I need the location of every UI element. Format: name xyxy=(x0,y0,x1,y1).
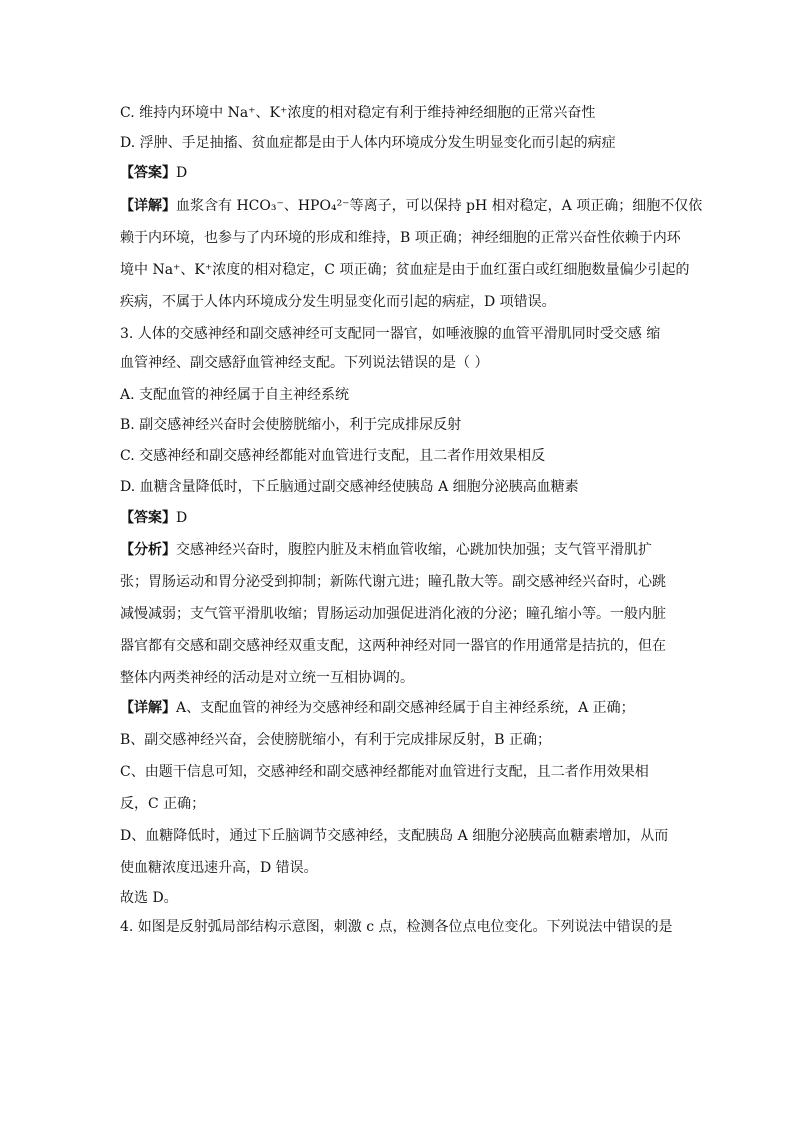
analysis-line: 减慢减弱；支气管平滑肌收缩；胃肠运动加强促进消化液的分泌；瞳孔缩小等。一般内脏 xyxy=(120,606,666,622)
option-line: A. 支配血管的神经属于自主神经系统 xyxy=(120,387,350,403)
option-line: C. 交感神经和副交感神经都能对血管进行支配，且二者作用效果相反 xyxy=(120,448,546,464)
explanation-text: A、支配血管的神经为交感神经和副交感神经属于自主神经系统，A 正确； xyxy=(176,700,635,716)
explanation-line: B、副交感神经兴奋，会使膀胱缩小，有利于完成排尿反射，B 正确； xyxy=(120,732,552,748)
explanation-line: 使血糖浓度迅速升高，D 错误。 xyxy=(120,860,318,876)
explanation-line: C、由题干信息可知，交感神经和副交感神经都能对血管进行支配，且二者作用效果相 xyxy=(120,764,649,780)
explanation-line: 疾病，不属于人体内环境成分发生明显变化而引起的病症，D 项错误。 xyxy=(120,294,556,310)
option-line: C. 维持内环境中 Na⁺、K⁺浓度的相对稳定有利于维持神经细胞的正常兴奋性 xyxy=(120,105,596,121)
question-stem: 血管神经、副交感舒血管神经支配。下列说法错误的是（ ） xyxy=(120,355,489,371)
conclusion-line: 故选 D。 xyxy=(120,890,178,906)
analysis-line: 整体内两类神经的活动是对立统一互相协调的。 xyxy=(120,670,414,686)
explanation-line: 反，C 正确； xyxy=(120,796,206,812)
explanation-line: 境中 Na⁺、K⁺浓度的相对稳定，C 项正确；贫血症是由于血红蛋白或红细胞数量偏少引起的 xyxy=(120,262,690,278)
question-stem: 4. 如图是反射弧局部结构示意图，刺激 c 点，检测各位点电位变化。下列说法中错误的是 xyxy=(120,919,673,935)
analysis-text: 交感神经兴奋时，腹腔内脏及末梢血管收缩，心跳加快加强；支气管平滑肌扩 xyxy=(176,542,652,558)
detail-tag: 【详解】 xyxy=(120,198,176,214)
explanation-text: 血浆含有 HCO₃⁻、HPO₄²⁻等离子，可以保持 pH 相对稳定，A 项正确；细胞不仅依 xyxy=(176,198,703,214)
explanation-line: 赖于内环境，也参与了内环境的形成和维持，B 项正确；神经细胞的正常兴奋性依赖于内环 xyxy=(120,230,681,246)
analysis-line: 张；胃肠运动和胃分泌受到抑制；新陈代谢亢进；瞳孔散大等。副交感神经兴奋时，心跳 xyxy=(120,574,666,590)
answer-tag: 【答案】 xyxy=(120,165,176,181)
explanation-line: D、血糖降低时，通过下丘脑调节交感神经，支配胰岛 A 细胞分泌胰高血糖素增加，从而 xyxy=(120,828,669,844)
option-line: B. 副交感神经兴奋时会使膀胱缩小，利于完成排尿反射 xyxy=(120,417,462,433)
explanation-line xyxy=(120,698,680,718)
analysis-line: 器官都有交感和副交感神经双重支配，这两种神经对同一器官的作用通常是拮抗的，但在 xyxy=(120,638,666,654)
answer-value: D xyxy=(176,165,188,181)
analysis-line xyxy=(120,540,680,560)
detail-tag: 【详解】 xyxy=(120,700,176,716)
option-line: D. 血糖含量降低时，下丘脑通过副交感神经使胰岛 A 细胞分泌胰高血糖素 xyxy=(120,479,579,495)
answer-tag: 【答案】 xyxy=(120,510,176,526)
answer-line xyxy=(120,163,680,183)
analysis-tag: 【分析】 xyxy=(120,542,176,558)
explanation-line xyxy=(120,196,703,216)
answer-value: D xyxy=(176,510,188,526)
question-stem: 3. 人体的交感神经和副交感神经可支配同一器官，如唾液腺的血管平滑肌同时受交感 缩 xyxy=(120,326,661,342)
answer-line xyxy=(120,508,680,528)
option-line: D. 浮肿、手足抽搐、贫血症都是由于人体内环境成分发生明显变化而引起的病症 xyxy=(120,135,616,151)
